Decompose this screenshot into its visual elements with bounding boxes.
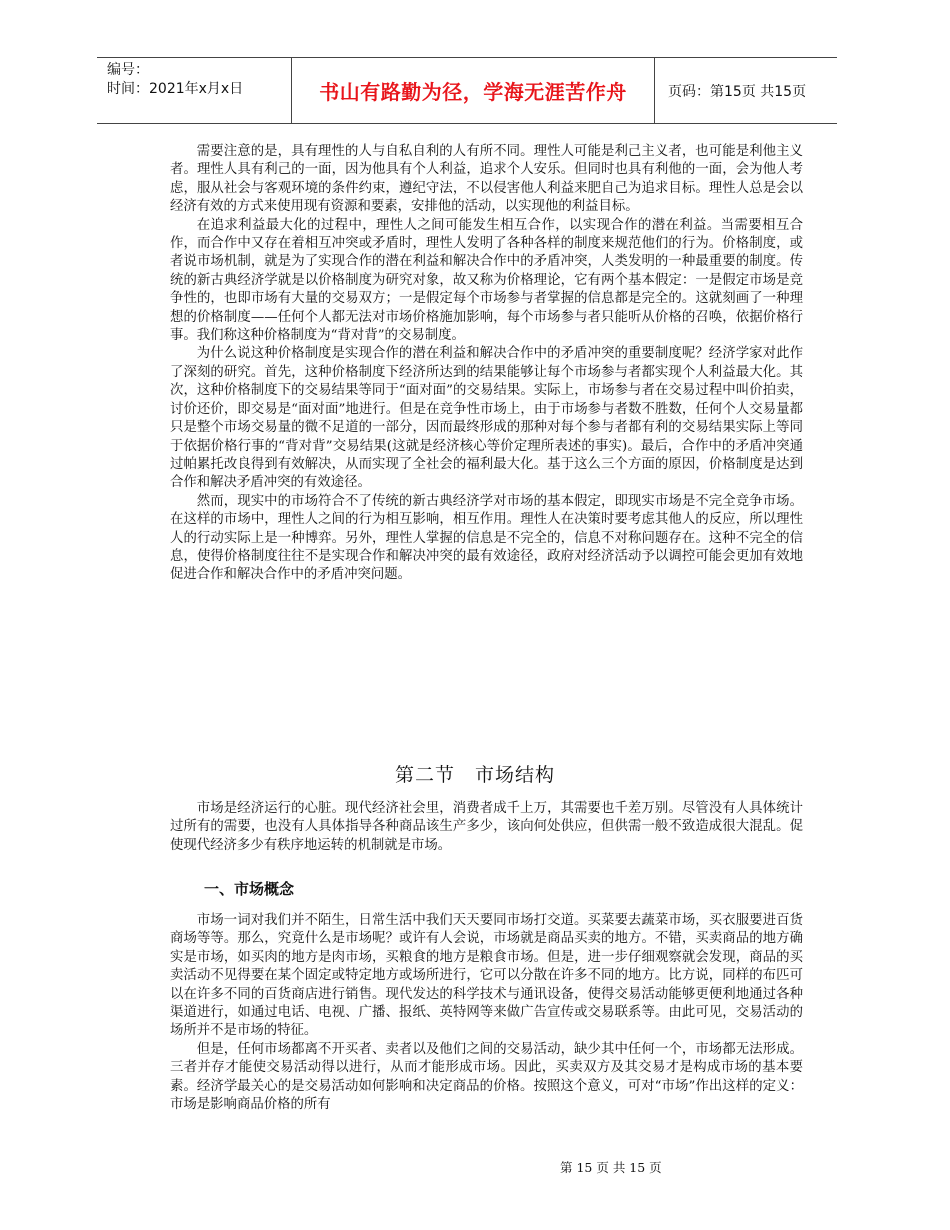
- paragraph: 但是，任何市场都离不开买者、卖者以及他们之间的交易活动，缺少其中任何一个，市场都无法形成。三者并存才能使交易活动得以进行，从而才能形成市场。因此，买卖双方及其交易才是构成市场的基本要素。经济学最关心的是交易活动如何影响和决定商品的价格。按照这个意义，可对“市场”作出这样的定义：市场是影响商品价格的所有: [170, 1041, 803, 1113]
- paragraph: 市场一词对我们并不陌生，日常生活中我们天天要同市场打交道。买菜要去蔬菜市场，买衣服要进百货商场等等。那么，究竟什么是市场呢？或许有人会说，市场就是商品买卖的地方。不错，买卖商品的地方确实是市场，如买肉的地方是肉市场，买粮食的地方是粮食市场。但是，进一步仔细观察就会发现，商品的买卖活动不见得要在某个固定或特定地方或场所进行，它可以分散在许多不同的地方。比方说，同样的布匹可以在许多不同的百货商店进行销售。现代发达的科学技术与通讯设备，使得交易活动能够更便利地通过各种渠道进行，如通过电话、电视、广播、报纸、英特网等来做广告宣传或交易联系等。由此可见，交易活动的场所并不是市场的特征。: [170, 913, 803, 1039]
- header-page-info: 页码：第15页 共15页: [668, 83, 807, 100]
- body-paragraphs-bottom: [170, 912, 803, 1114]
- header-divider: [291, 58, 292, 123]
- paragraph: 然而，现实中的市场符合不了传统的新古典经济学对市场的基本假定，即现实市场是不完全竞争市场。在这样的市场中，理性人之间的行为相互影响，相互作用。理性人在决策时要考虑其他人的反应，所以理性人的行动实际上是一种博弈。另外，理性人掌握的信息是不完全的，信息不对称问题存在。这种不完全的信息，使得价格制度往往不是实现合作和解决冲突的最有效途径，政府对经济活动予以调控可能会更加有效地促进合作和解决合作中的矛盾冲突问题。: [170, 493, 803, 583]
- paragraph: 为什么说这种价格制度是实现合作的潜在利益和解决合作中的矛盾冲突的重要制度呢？经济学家对此作了深刻的研究。首先，这种价格制度下经济所达到的结果能够让每个市场参与者都实现个人利益最大化。其次，这种价格制度下的交易结果等同于“面对面”的交易结果。实际上，市场参与者在交易过程中叫价拍卖，讨价还价，即交易是“面对面”地进行。但是在竞争性市场上，由于市场参与者数不胜数，任何个人交易量都只是整个市场交易量的微不足道的一部分，因而最终形成的那种对每个参与者都有利的交易结果实际上等同于依据价格行事的“背对背”交易结果(这就是经济核心等价定理所表述的事实)。最后，合作中的矛盾冲突通过帕累托改良得到有效解决，从而实现了全社会的福利最大化。基于这么三个方面的原因，价格制度是达到合作和解决矛盾冲突的有效途径。: [170, 346, 803, 491]
- body-paragraphs-top: [170, 143, 803, 585]
- paragraph: 在追求利益最大化的过程中，理性人之间可能发生相互合作，以实现合作的潜在利益。当需要相互合作，而合作中又存在着相互冲突或矛盾时，理性人发明了各种各样的制度来规范他们的行为。价格制度，或者说市场机制，就是为了实现合作的潜在利益和解决合作中的矛盾冲突，人类发明的一种最重要的制度。传统的新古典经济学就是以价格制度为研究对象，故又称为价格理论，它有两个基本假定：一是假定市场是竞争性的，也即市场有大量的交易双方；一是假定每个市场参与者掌握的信息都是完全的。这就刻画了一种理想的价格制度——任何个人都无法对市场价格施加影响，每个市场参与者只能听从价格的召唤，依据价格行事。我们称这种价格制度为“背对背”的交易制度。: [170, 217, 803, 344]
- document-number-label: 编号：: [107, 62, 149, 78]
- header-divider: [654, 58, 655, 123]
- section-title: 第二节 市场结构: [394, 764, 555, 786]
- header-motto: 书山有路勤为径，学海无涯苦作舟: [319, 80, 627, 104]
- paragraph: 市场是经济运行的心脏。现代经济社会里，消费者成千上万，其需要也千差万别。尽管没有人具体统计过所有的需要，也没有人具体指导各种商品该生产多少，该向何处供应，但供需一般不致造成很大混乱。促使现代经济多少有秩序地运转的机制就是市场。: [170, 801, 803, 853]
- header-left-cell: [107, 61, 243, 99]
- subheading: 一、市场概念: [204, 880, 295, 898]
- page-footer: 第 15 页 共 15 页: [560, 1160, 662, 1175]
- section-intro-block: [170, 800, 803, 855]
- paragraph: 需要注意的是，具有理性的人与自私自利的人有所不同。理性人可能是利己主义者，也可能是利他主义者。理性人具有利己的一面，因为他具有个人利益，追求个人安乐。但同时也具有利他的一面，会为他人考虑，服从社会与客观环境的条件约束，遵纪守法，不以侵害他人利益来肥自己为追求目标。理性人总是会以经济有效的方式来使用现有资源和要素，安排他的活动，以实现他的利益目标。: [170, 144, 803, 215]
- page-header: [97, 57, 837, 124]
- document-time-label: 时间：2021年x月x日: [107, 81, 244, 97]
